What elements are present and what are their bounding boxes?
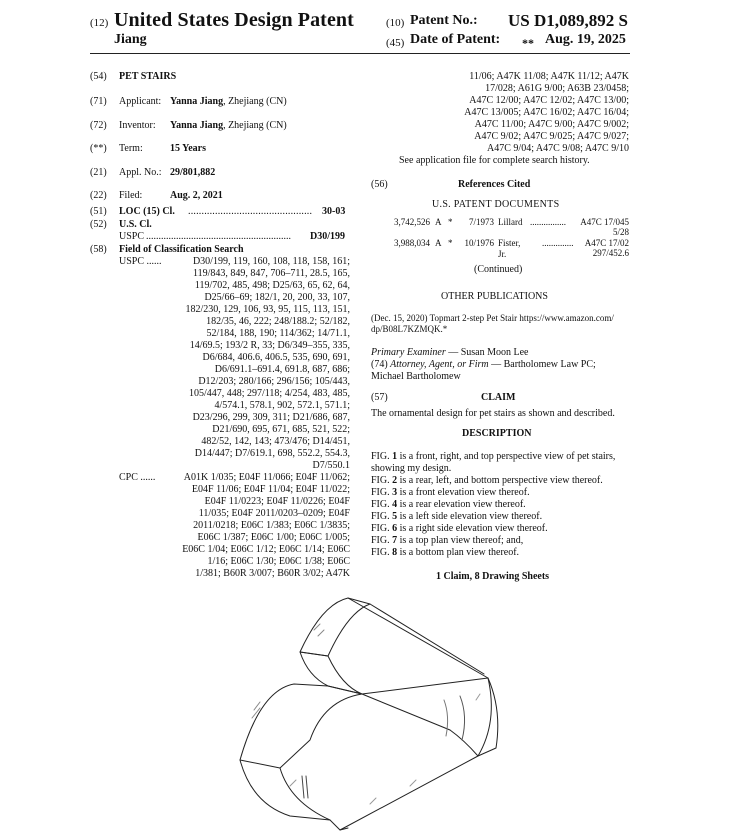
figure-number: 6: [392, 523, 398, 534]
inid-code-71: (71): [90, 96, 107, 107]
reference-cited-marker: *: [448, 217, 453, 227]
inid-code-45: (45): [386, 37, 405, 49]
uspc-classification-line: D21/690, 695, 671, 685, 521, 522;: [212, 424, 350, 435]
field-of-search-label: Field of Classification Search: [119, 244, 244, 255]
inventor-place: , Zhejiang (CN): [223, 120, 287, 131]
figure-prefix: FIG.: [371, 451, 393, 462]
attorney-label: Attorney, Agent, or Firm: [390, 359, 489, 370]
reference-number: 3,988,034: [394, 238, 430, 248]
figure-text: is a bottom plan view thereof.: [397, 547, 520, 558]
figure-text: is a rear, left, and bottom perspective view thereof.: [397, 475, 603, 486]
figure-prefix: FIG.: [371, 535, 393, 546]
uspc-classification-line: 119/702, 485, 498; D25/63, 65, 62, 64,: [194, 280, 350, 291]
reference-name: Lillard: [498, 217, 523, 227]
reference-name: Fister, Jr.: [498, 238, 521, 259]
figure-number: 1: [392, 451, 398, 462]
figure-prefix: FIG.: [371, 523, 393, 534]
inid-code-57: (57): [371, 392, 388, 403]
appl-no-value: 29/801,882: [170, 167, 216, 178]
uspc-classification-line: D12/203; 280/166; 296/156; 105/443,: [198, 376, 350, 387]
other-publication-line: (Dec. 15, 2020) Topmart 2-step Pet Stair https://www.amazon.com/: [371, 313, 614, 323]
reference-kind: A: [435, 238, 442, 248]
uspc-classification-line: 52/184, 188, 190; 114/362; 14/71.1,: [206, 328, 350, 339]
figure-description: [371, 463, 631, 475]
figure-description: [371, 499, 631, 511]
cpc-classification-line: A47C 9/04; A47C 9/08; A47C 9/10: [487, 143, 629, 154]
uspc-classification-line: D14/447; D7/619.1, 698, 552.2, 554.3,: [194, 448, 350, 459]
uspc-classification-line: 4/574.1, 578.1, 902, 572.1, 571.1;: [214, 400, 350, 411]
inventor-surname: Jiang: [114, 32, 147, 47]
reference-cited-marker: *: [448, 238, 453, 248]
cpc-classification-line: 1/16; E06C 1/30; E06C 1/38; E06C: [207, 556, 350, 567]
see-application-file: See application file for complete search history.: [399, 155, 590, 166]
cpc-classification-line: A47C 9/02; A47C 9/025; A47C 9/027;: [474, 131, 629, 142]
applicant-name: Yanna Jiang: [170, 96, 224, 107]
primary-examiner: [371, 347, 529, 359]
attorney-name: — Bartholomew Law PC;: [491, 359, 596, 370]
lower-step-top: [240, 684, 362, 768]
reference-subclass: 5/28: [612, 227, 629, 237]
cpc-continued-list: [400, 71, 629, 155]
figure-number: 4: [392, 499, 398, 510]
reference-class: A47C 17/02: [584, 238, 629, 248]
cpc-classification-line: E06C 1/04; E06C 1/12; E06C 1/14; E06C: [182, 544, 350, 555]
design-title: PET STAIRS: [119, 71, 177, 82]
cpc-classification-line: 11/06; A47K 11/08; A47K 11/12; A47K: [469, 71, 629, 82]
document-title: United States Design Patent: [114, 9, 354, 31]
figure-text: is a front elevation view thereof.: [397, 487, 530, 498]
cpc-classification-line: E06C 1/387; E06C 1/00; E06C 1/005;: [197, 532, 350, 543]
inid-code-54: (54): [90, 71, 107, 82]
uspc-value: D30/199: [310, 231, 345, 242]
inventor-label: Inventor:: [119, 120, 156, 131]
figure-text: is a front, right, and top perspective view of pet stairs,: [397, 451, 616, 462]
reference-date: 10/1976: [464, 238, 494, 248]
date-label: Date of Patent:: [410, 32, 501, 47]
figure-description: [371, 487, 631, 499]
inid-code-10: (10): [386, 17, 405, 29]
figure-text: is a rear elevation view thereof.: [397, 499, 526, 510]
reference-date: 7/1973: [468, 217, 494, 227]
figure-descriptions: [371, 451, 631, 559]
uspc-leader-dots: ..........................................................: [146, 231, 291, 242]
figure-text: showing my design.: [371, 463, 452, 474]
inid-code-51: (51): [90, 206, 107, 217]
inid-code-56: (56): [371, 179, 388, 190]
loc-label: LOC (15) Cl.: [119, 206, 175, 217]
us-cl-label: U.S. Cl.: [119, 219, 152, 230]
figure-description: [371, 535, 631, 547]
uspc-classification-line: D25/66–69; 182/1, 20, 200, 33, 107,: [204, 292, 350, 303]
figure-prefix: FIG.: [371, 499, 393, 510]
figure-text: is a left side elevation view thereof.: [397, 511, 543, 522]
claim-title: CLAIM: [481, 392, 516, 403]
appl-no-label: Appl. No.:: [119, 167, 162, 178]
reference-subclass: 297/452.6: [592, 248, 629, 258]
figure-text: is a top plan view thereof; and,: [397, 535, 524, 546]
figure-description: [371, 451, 631, 463]
figure-prefix: FIG.: [371, 547, 393, 558]
inid-code-58: (58): [90, 244, 107, 255]
figure-prefix: FIG.: [371, 511, 393, 522]
uspc-classification-line: 105/447, 448; 297/118; 4/254, 483, 485,: [188, 388, 350, 399]
reference-number: 3,742,526: [394, 217, 430, 227]
figure-description: [371, 511, 631, 523]
claim-text: The ornamental design for pet stairs as shown and described.: [371, 408, 615, 419]
cpc-list: [150, 472, 350, 580]
inventor: [170, 120, 287, 132]
inid-code-21: (21): [90, 167, 107, 178]
loc-value: 30-03: [322, 206, 346, 217]
term-label: Term:: [119, 143, 143, 154]
inid-code-52: (52): [90, 219, 107, 230]
uspc-label: USPC: [119, 231, 145, 242]
figure-number: 3: [392, 487, 398, 498]
applicant: [170, 96, 287, 108]
cpc-classification-line: 11/035; E04F 2011/0203–0209; E04F: [198, 508, 350, 519]
uspc-classification-line: 119/843, 849, 847, 706–711, 28.5, 165,: [192, 268, 350, 279]
pet-stairs-drawing: [230, 590, 510, 835]
loc-leader-dots: ..............................................: [188, 206, 313, 217]
cpc-classification-line: A47C 11/00; A47C 9/00; A47C 9/002;: [474, 119, 629, 130]
attorney: [371, 359, 596, 371]
other-publications-title: OTHER PUBLICATIONS: [441, 291, 548, 302]
attorney-name-2: Michael Bartholomew: [371, 371, 461, 382]
reference-class: A47C 17/045: [580, 217, 629, 227]
applicant-label: Applicant:: [119, 96, 162, 107]
figure-number: 8: [392, 547, 398, 558]
date-marker: **: [522, 36, 534, 50]
uspc-classification-line: D6/684, 406.6, 406.5, 535, 690, 691,: [202, 352, 350, 363]
uspc-classification-line: D23/296, 299, 309, 311; D21/686, 687,: [192, 412, 350, 423]
cpc-classification-line: A47C 13/005; A47C 16/02; A47C 16/04;: [464, 107, 629, 118]
inid-code-74: (74): [371, 359, 388, 370]
uspc-classification-line: 482/52, 142, 143; 473/476; D14/451,: [201, 436, 350, 447]
figure-prefix: FIG.: [371, 487, 393, 498]
inid-code-72: (72): [90, 120, 107, 131]
examiner-label: Primary Examiner: [371, 347, 446, 358]
cpc-classification-line: 1/381; B60R 3/007; B60R 3/02; A47K: [195, 568, 350, 579]
claims-sheets-summary: 1 Claim, 8 Drawing Sheets: [436, 571, 550, 582]
figure-prefix: FIG.: [371, 475, 393, 486]
uspc-classification-line: 14/69.5; 193/2 R, 33; D6/349–355, 335,: [189, 340, 350, 351]
cpc-classification-line: E04F 11/0223; E04F 11/0226; E04F: [204, 496, 350, 507]
figure-description: [371, 475, 631, 487]
uspc-classification-line: D30/199, 119, 160, 108, 118, 158, 161;: [192, 256, 350, 267]
patent-number: US D1,089,892 S: [508, 11, 628, 30]
reference-leader-dots: ..............: [542, 238, 574, 248]
references-cited-title: References Cited: [458, 179, 531, 190]
cpc-classification-line: 17/028; A61G 9/00; A63B 23/0458;: [485, 83, 629, 94]
other-publications-list: [371, 313, 614, 335]
filed-value: Aug. 2, 2021: [170, 190, 223, 201]
uspc-search-label: USPC ......: [119, 256, 162, 267]
reference-kind: A: [435, 217, 442, 227]
filed-label: Filed:: [119, 190, 143, 201]
other-publication-line: dp/B08L7KZMQK.*: [371, 324, 448, 334]
uspc-classification-line: D6/691.1–691.4, 691.8, 687, 686;: [214, 364, 350, 375]
patent-no-label: Patent No.:: [410, 13, 478, 28]
figure-description: [371, 523, 631, 535]
uspc-classification-line: D7/550.1: [312, 460, 350, 471]
cpc-classification-line: E04F 11/06; E04F 11/04; E04F 11/022;: [191, 484, 350, 495]
cpc-classification-line: A01K 1/035; E04F 11/066; E04F 11/062;: [183, 472, 350, 483]
uspc-classification-line: 182/35, 46, 222; 248/188.2; 52/182,: [206, 316, 350, 327]
us-patent-documents-title: U.S. PATENT DOCUMENTS: [432, 199, 560, 210]
figure-number: 7: [392, 535, 398, 546]
description-title: DESCRIPTION: [462, 428, 532, 439]
inventor-name: Yanna Jiang: [170, 120, 224, 131]
date-of-patent: Aug. 19, 2025: [545, 32, 626, 47]
continued-note: (Continued): [474, 264, 523, 275]
upper-step-top: [300, 598, 370, 656]
term-value: 15 Years: [170, 143, 207, 154]
figure-number: 2: [392, 475, 398, 486]
inid-code-12: (12): [90, 17, 109, 29]
applicant-place: , Zhejiang (CN): [223, 96, 287, 107]
figure-text: is a right side elevation view thereof.: [397, 523, 548, 534]
cpc-classification-line: A47C 12/00; A47C 12/02; A47C 13/00;: [469, 95, 629, 106]
cpc-label: CPC ......: [119, 472, 156, 483]
header-rule: [90, 53, 630, 54]
inid-code-22: (22): [90, 190, 107, 201]
cpc-classification-line: 2011/0218; E06C 1/383; E06C 1/3835;: [193, 520, 350, 531]
uspc-search-list: [150, 256, 350, 472]
reference-leader-dots: ................: [530, 217, 566, 227]
right-side-face: [362, 678, 498, 756]
upper-step-front: [300, 652, 362, 694]
inid-code-term: (**): [90, 143, 107, 154]
uspc-classification-line: 182/230, 129, 106, 93, 95, 115, 113, 151,: [185, 304, 350, 315]
figure-number: 5: [392, 511, 398, 522]
figure-description: [371, 547, 631, 559]
examiner-name: — Susan Moon Lee: [448, 347, 529, 358]
